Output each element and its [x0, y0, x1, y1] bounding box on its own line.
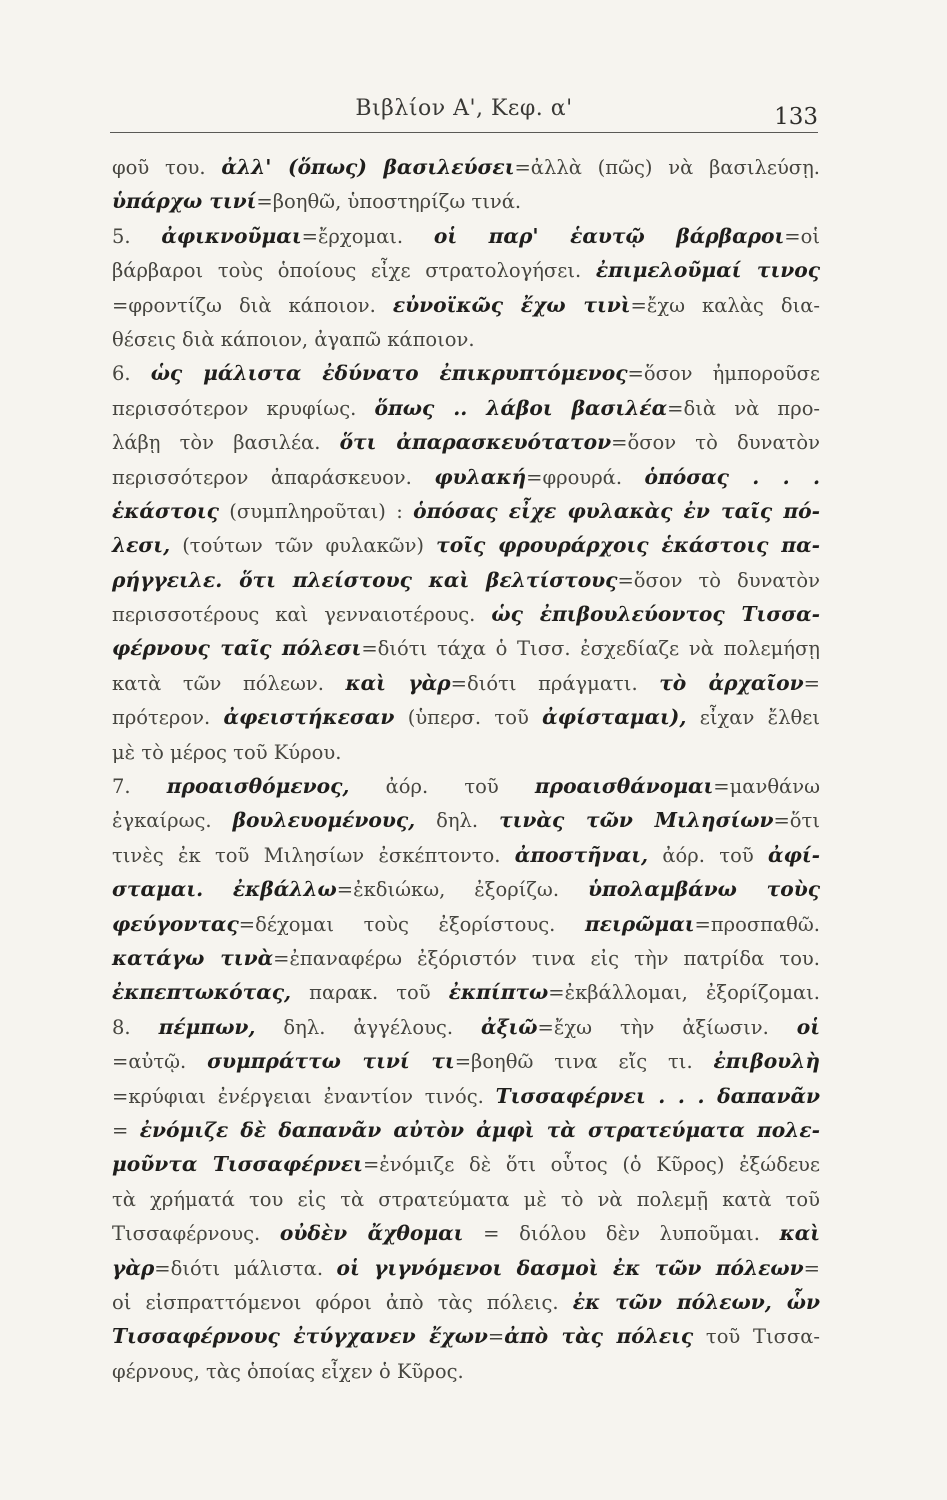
gloss-text: =ὅσον τὸ δυνατὸν: [611, 431, 820, 455]
lemma-term: ὅπως .. λάβοι βασιλέα: [374, 395, 668, 420]
gloss-text: =ἐπαναφέρω ἐξόριστόν τινα εἰς τὴν πατρίδα του.: [273, 946, 820, 970]
lemma-term: ὡς ἐπιβουλεύοντος Τισσα-: [491, 602, 820, 627]
gloss-text: =αὐτῷ.: [112, 1050, 208, 1074]
gloss-text: Τισσαφέρνους.: [112, 1222, 280, 1246]
lemma-term: ἑκάστοις: [112, 498, 219, 523]
gloss-text: 7.: [112, 775, 167, 799]
text-line: [112, 563, 820, 597]
lemma-term: ἀξιῶ: [481, 1014, 538, 1039]
gloss-text: ἀόρ. τοῦ: [349, 775, 535, 799]
text-line: [112, 1216, 820, 1250]
text-line: [112, 150, 820, 184]
lemma-term: ἀπὸ τὰς πόλεις: [504, 1324, 694, 1349]
lemma-term: ὡς μάλιστα ἐδύνατο ἐπικρυπτόμενος: [150, 361, 628, 386]
gloss-text: =ἐνόμιζε δὲ ὅτι οὗτος (ὁ Κῦρος) ἐξώδευε: [362, 1153, 820, 1177]
lemma-term: τινὰς τῶν Μιλησίων: [499, 808, 774, 833]
lemma-term: συμπράττω τινί τι: [207, 1049, 455, 1074]
gloss-text: 5.: [112, 224, 162, 248]
lemma-term: οἱ γιγνόμενοι δασμοὶ ἐκ τῶν πόλεων: [336, 1255, 804, 1280]
lemma-term: ἐκπίπτω: [448, 980, 549, 1005]
text-line: [112, 1319, 820, 1353]
gloss-text: παρακ. τοῦ: [291, 981, 449, 1005]
lemma-term: ἐνόμιζε δὲ δαπανᾶν αὐτὸν ἀμφὶ τὰ στρατεύματα πολε-: [139, 1117, 820, 1142]
text-line: [112, 872, 820, 906]
lemma-term: πέμπων,: [158, 1014, 256, 1039]
gloss-text: θέσεις διὰ κάποιον, ἀγαπῶ κάποιον.: [112, 327, 475, 351]
gloss-text: δηλ.: [415, 809, 500, 833]
text-line: [112, 1079, 820, 1113]
gloss-text: τοῦ Τισσα-: [693, 1325, 820, 1349]
text-line: [112, 907, 820, 941]
lemma-term: ρήγγειλε.: [112, 567, 240, 592]
text-line: [112, 975, 820, 1009]
gloss-text: =ἔχω καλὰς δια-: [630, 293, 820, 317]
lemma-term: ἀφίσταμαι),: [542, 705, 687, 730]
text-line: [112, 1182, 820, 1216]
lemma-term: εὐνοϊκῶς ἔχω τινὶ: [392, 292, 631, 317]
gloss-text: =: [112, 1118, 140, 1142]
text-line: [112, 528, 820, 562]
lemma-term: οἱ: [796, 1014, 820, 1039]
lemma-term: ἀφικνοῦμαι: [161, 223, 302, 248]
gloss-text: (τούτων τῶν φυλακῶν): [170, 534, 437, 558]
text-line: [112, 253, 820, 287]
gloss-text: μὲ τὸ μέρος τοῦ Κύρου.: [112, 740, 342, 764]
lemma-term: τοῖς φρουράρχοις ἑκάστοις πα-: [436, 533, 820, 558]
lemma-term: ἐπιβουλὴ: [713, 1049, 821, 1074]
commentary-text: [112, 150, 820, 1388]
lemma-term: ἐκβάλλω: [232, 877, 337, 902]
lemma-term: οὐδὲν ἄχθομαι: [279, 1221, 464, 1246]
gloss-text: =: [803, 671, 820, 695]
gloss-text: λάβῃ τὸν βασιλέα.: [112, 431, 340, 455]
text-line: [112, 769, 820, 803]
lemma-term: οἱ παρ' ἑαυτῷ βάρβαροι: [433, 223, 785, 248]
text-line: [112, 391, 820, 425]
lemma-term: ὁπόσας εἶχε φυλακὰς ἐν ταῖς πό-: [413, 498, 820, 523]
lemma-term: ἐπιμελοῦμαί τινος: [595, 258, 820, 283]
gloss-text: (συμπληροῦται) :: [218, 499, 414, 523]
text-line: [112, 941, 820, 975]
text-line: [112, 1285, 820, 1319]
lemma-term: πειρῶμαι: [584, 911, 695, 936]
gloss-text: =προσπαθῶ.: [694, 912, 820, 936]
lemma-term: φυλακή: [434, 464, 527, 489]
text-line: [112, 184, 820, 218]
text-line: [112, 700, 820, 734]
gloss-text: =διότι μάλιστα.: [154, 1256, 337, 1280]
running-title: Βιβλίον Α', Κεφ. α': [355, 96, 573, 121]
lemma-term: λεσι,: [112, 533, 171, 558]
gloss-text: βάρβαροι τοὺς ὁποίους εἶχε στρατολογήσει.: [112, 259, 596, 283]
gloss-text: φέρνους, τὰς ὁποίας εἶχεν ὁ Κῦρος.: [112, 1359, 464, 1383]
gloss-text: τινὲς ἐκ τοῦ Μιλησίων ἐσκέπτοντο.: [112, 843, 515, 867]
lemma-term: Τισσαφέρνει . . . δαπανᾶν: [495, 1083, 820, 1108]
lemma-term: ἐκπεπτωκότας,: [112, 980, 292, 1005]
gloss-text: =ὅσον τὸ δυνατὸν: [617, 568, 820, 592]
gloss-text: =ἐκδιώκω, ἐξορίζω.: [336, 878, 588, 902]
gloss-text: κατὰ τῶν πόλεων.: [112, 671, 346, 695]
gloss-text: =ἐκβάλλομαι, ἐξορίζομαι.: [548, 981, 820, 1005]
gloss-text: =ἀλλὰ (πῶς) νὰ βασιλεύσῃ.: [514, 156, 820, 179]
lemma-term: σταμαι.: [112, 877, 233, 902]
gloss-text: =: [487, 1325, 505, 1349]
lemma-term: καὶ γὰρ: [345, 670, 451, 695]
gloss-text: 6.: [112, 362, 151, 386]
text-line: [112, 288, 820, 322]
lemma-term: φεύγοντας: [112, 911, 239, 936]
text-line: [112, 838, 820, 872]
gloss-text: =ὅσον ἠμποροῦσε: [627, 362, 820, 386]
lemma-term: ἀφί-: [768, 842, 820, 867]
lemma-term: ἀλλ' (ὅπως) βασιλεύσει: [221, 155, 515, 179]
lemma-term: ἀποστῆναι,: [514, 842, 649, 867]
gloss-text: ἐγκαίρως.: [112, 809, 233, 833]
gloss-text: τὰ χρήματά του εἰς τὰ στρατεύματα μὲ τὸ νὰ πολεμῇ κατὰ τοῦ: [112, 1187, 820, 1211]
text-line: [112, 1147, 820, 1181]
text-line: [112, 597, 820, 631]
lemma-term: ὑπολαμβάνω τοὺς: [587, 877, 821, 902]
gloss-text: 8.: [112, 1015, 159, 1039]
text-line: [112, 1354, 820, 1388]
gloss-text: =ἔρχομαι.: [301, 224, 434, 248]
lemma-term: καὶ: [779, 1221, 821, 1246]
text-line: [112, 460, 820, 494]
lemma-term: μοῦντα Τισσαφέρνει: [112, 1152, 363, 1177]
lemma-term: προαισθόμενος,: [166, 774, 350, 799]
gloss-text: φοῦ του.: [112, 156, 222, 179]
gloss-text: περισσοτέρους καὶ γενναιοτέρους.: [112, 603, 492, 627]
gloss-text: =φρουρά.: [526, 465, 645, 489]
text-line: [112, 322, 820, 356]
gloss-text: περισσότερον ἀπαράσκευον.: [112, 465, 435, 489]
text-line: [112, 735, 820, 769]
gloss-text: =οἱ: [784, 224, 820, 248]
text-line: [112, 356, 820, 390]
lemma-term: φέρνους ταῖς πόλεσι: [112, 636, 362, 661]
text-line: [112, 1010, 820, 1044]
lemma-term: ὅτι ἀπαρασκευότατον: [339, 430, 612, 455]
gloss-text: =: [803, 1256, 820, 1280]
gloss-text: =φροντίζω διὰ κάποιον.: [112, 293, 393, 317]
gloss-text: =διὰ νὰ προ-: [667, 396, 821, 420]
gloss-text: πρότερον.: [112, 706, 224, 730]
lemma-term: προαισθάνομαι: [534, 774, 714, 799]
lemma-term: ἐκ τῶν πόλεων, ὧν: [572, 1289, 821, 1314]
text-line: [112, 1251, 820, 1285]
gloss-text: =κρύφιαι ἐνέργειαι ἐναντίον τινός.: [112, 1084, 496, 1108]
lemma-term: ἀφειστήκεσαν: [223, 705, 395, 730]
gloss-text: =μανθάνω: [713, 775, 820, 799]
page-number: 133: [774, 104, 818, 130]
gloss-text: =δέχομαι τοὺς ἐξορίστους.: [238, 912, 585, 936]
gloss-text: περισσότερον κρυφίως.: [112, 396, 375, 420]
gloss-text: =βοηθῶ τινα εἴς τι.: [454, 1050, 714, 1074]
text-line: [112, 803, 820, 837]
gloss-text: (ὑπερσ. τοῦ: [394, 706, 543, 730]
gloss-text: =διότι πράγματι.: [450, 671, 660, 695]
lemma-term: Τισσαφέρνους ἐτύγχανεν ἔχων: [112, 1324, 488, 1349]
gloss-text: =ἔχω τὴν ἀξίωσιν.: [537, 1015, 797, 1039]
text-line: [112, 1113, 820, 1147]
lemma-term: ὁπόσας . . .: [644, 464, 820, 489]
text-line: [112, 631, 820, 665]
lemma-term: τὸ ἀρχαῖον: [659, 670, 804, 695]
gloss-text: εἶχαν ἔλθει: [686, 706, 820, 730]
gloss-text: δηλ. ἀγγέλους.: [255, 1015, 482, 1039]
lemma-term: ὅτι πλείστους καὶ βελτίστους: [239, 567, 618, 592]
text-line: [112, 219, 820, 253]
gloss-text: ἀόρ. τοῦ: [648, 843, 769, 867]
text-line: [112, 666, 820, 700]
running-head: [110, 96, 818, 133]
lemma-term: βουλευομένους,: [232, 808, 416, 833]
gloss-text: =βοηθῶ, ὑποστηρίζω τινά.: [256, 190, 522, 214]
gloss-text: =διότι τάχα ὁ Τισσ. ἐσχεδίαζε νὰ πολεμήσῃ: [361, 637, 820, 661]
gloss-text: = διόλου δὲν λυποῦμαι.: [463, 1222, 780, 1246]
lemma-term: κατάγω τινὰ: [112, 945, 274, 970]
lemma-term: γὰρ: [112, 1255, 155, 1280]
text-line: [112, 1044, 820, 1078]
gloss-text: οἱ εἰσπραττόμενοι φόροι ἀπὸ τὰς πόλεις.: [112, 1290, 573, 1314]
text-line: [112, 494, 820, 528]
lemma-term: ὑπάρχω τινί: [112, 189, 257, 214]
gloss-text: =ὅτι: [773, 809, 820, 833]
text-line: [112, 425, 820, 459]
